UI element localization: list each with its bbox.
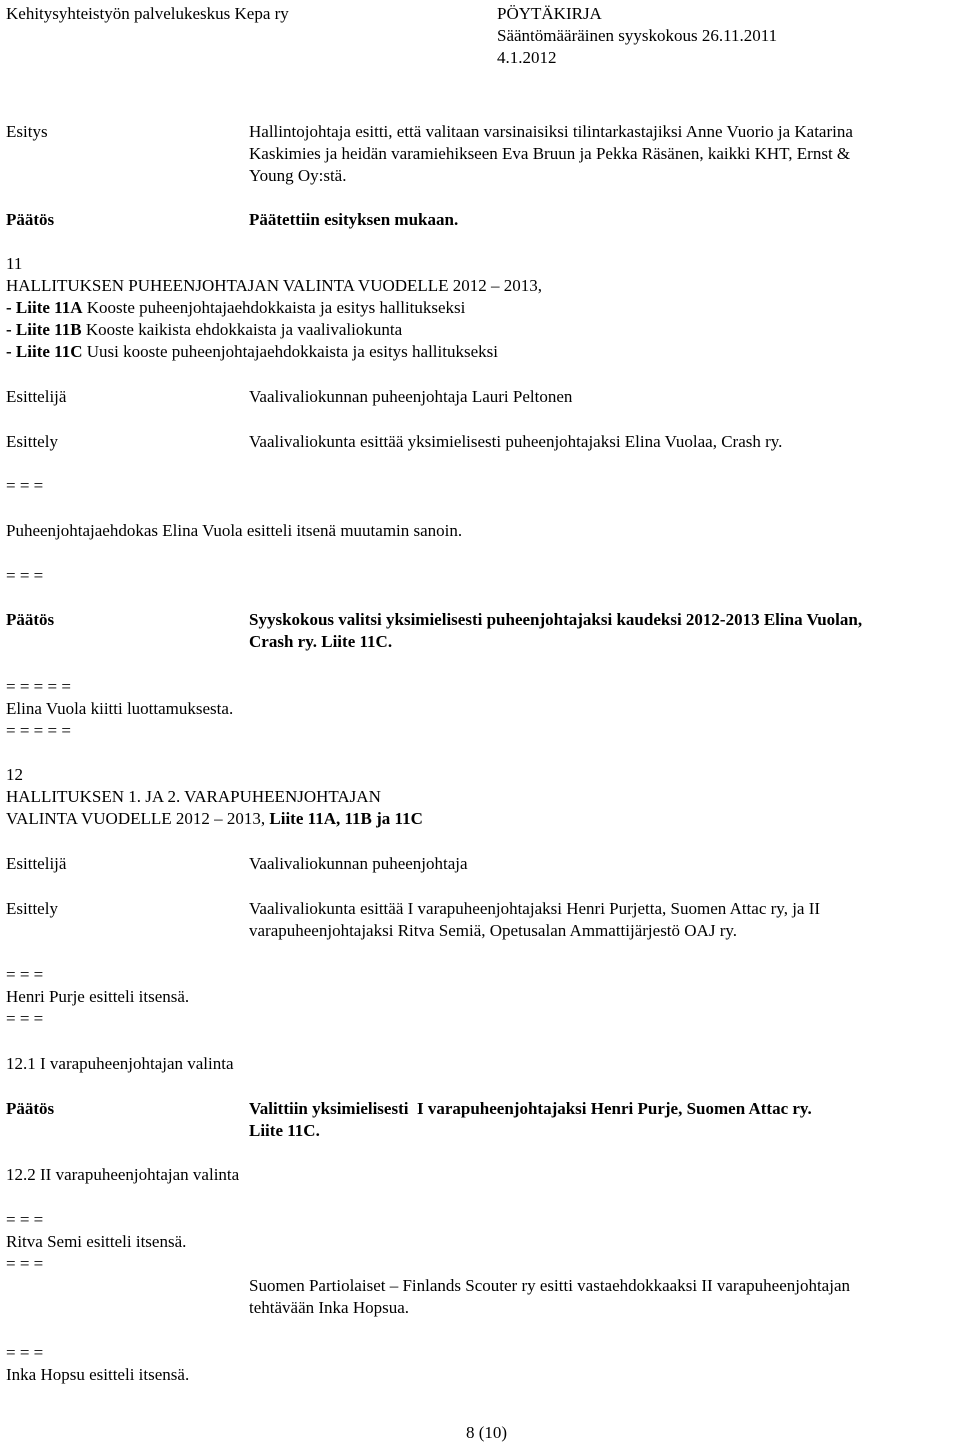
meeting-note: Ritva Semi esitteli itsensä.: [6, 1232, 187, 1251]
separator: = = =: [6, 1343, 44, 1362]
esittely-label: Esittely: [6, 432, 58, 451]
section-number: 11: [6, 254, 23, 273]
paatos-text-line2: Liite 11C.: [249, 1121, 320, 1140]
attachment-text: Kooste kaikista ehdokkaista ja vaalivaliokunta: [81, 320, 403, 339]
section-title-line1: HALLITUKSEN 1. JA 2. VARAPUHEENJOHTAJAN: [6, 787, 381, 806]
paatos-label: Päätös: [6, 210, 55, 229]
paatos-text-line2: Crash ry. Liite 11C.: [249, 632, 393, 651]
organization-name: Kehitysyhteistyön palvelukeskus Kepa ry: [6, 4, 289, 23]
page-number: 8 (10): [466, 1423, 508, 1442]
paatos-text-line1: Valittiin yksimielisesti I varapuheenjohtajaksi Henri Purje, Suomen Attac ry.: [249, 1099, 812, 1118]
separator: = = =: [6, 965, 44, 984]
counter-candidate-line1: Suomen Partiolaiset – Finlands Scouter ry esitti vastaehdokkaaksi II varapuheenjohtajan: [249, 1276, 850, 1295]
meeting-note: Puheenjohtajaehdokas Elina Vuola esitteli itsenä muutamin sanoin.: [6, 521, 463, 540]
meeting-note: Inka Hopsu esitteli itsensä.: [6, 1365, 190, 1384]
section-title-text: VALINTA VUODELLE 2012 – 2013,: [6, 809, 270, 828]
separator: = = = = =: [6, 721, 71, 740]
esittely-text-line1: Vaalivaliokunta esittää I varapuheenjohtajaksi Henri Purjetta, Suomen Attac ry, ja II: [249, 899, 821, 918]
esittely-text: Vaalivaliokunta esittää yksimielisesti puheenjohtajaksi Elina Vuolaa, Crash ry.: [249, 432, 783, 451]
esitys-text-line1: Hallintojohtaja esitti, että valitaan varsinaisiksi tilintarkastajiksi Anne Vuorio ja Katarina: [249, 122, 853, 141]
attachment-line-11c: [6, 341, 498, 363]
counter-candidate-line2: tehtävään Inka Hopsua.: [249, 1298, 410, 1317]
section-number: 12: [6, 765, 23, 784]
attachment-line-11b: [6, 319, 402, 341]
meeting-note: Elina Vuola kiitti luottamuksesta.: [6, 699, 234, 718]
separator: = = =: [6, 1009, 44, 1028]
meeting-title: Sääntömääräinen syyskokous 26.11.2011: [497, 26, 778, 45]
meeting-note: Henri Purje esitteli itsensä.: [6, 987, 190, 1006]
paatos-label: Päätös: [6, 610, 55, 629]
paatos-text-line1: Syyskokous valitsi yksimielisesti puheenjohtajaksi kaudeksi 2012-2013 Elina Vuolan,: [249, 610, 863, 629]
paatos-text: Päätettiin esityksen mukaan.: [249, 210, 459, 229]
attachment-prefix: - Liite 11B: [6, 320, 82, 339]
document-type: PÖYTÄKIRJA: [497, 4, 602, 23]
attachment-text: Uusi kooste puheenjohtajaehdokkaista ja esitys hallitukseksi: [82, 342, 498, 361]
section-title-line2: [6, 808, 423, 830]
attachment-line-11a: [6, 297, 465, 319]
separator: = = =: [6, 566, 44, 585]
esittelija-text: Vaalivaliokunnan puheenjohtaja: [249, 854, 468, 873]
esitys-text-line3: Young Oy:stä.: [249, 166, 347, 185]
section-title-attachments: Liite 11A, 11B ja 11C: [269, 809, 423, 828]
esittely-label: Esittely: [6, 899, 58, 918]
esittely-text-line2: varapuheenjohtajaksi Ritva Semiä, Opetusalan Ammattijärjestö OAJ ry.: [249, 921, 738, 940]
subsection-title: 12.2 II varapuheenjohtajan valinta: [6, 1165, 240, 1184]
esitys-label: Esitys: [6, 122, 48, 141]
separator: = = =: [6, 1210, 44, 1229]
attachment-prefix: - Liite 11A: [6, 298, 83, 317]
separator: = = = = =: [6, 677, 71, 696]
esittelija-label: Esittelijä: [6, 387, 67, 406]
attachment-text: Kooste puheenjohtajaehdokkaista ja esitys hallitukseksi: [82, 298, 466, 317]
separator: = = =: [6, 476, 44, 495]
esitys-text-line2: Kaskimies ja heidän varamiehikseen Eva Bruun ja Pekka Räsänen, kaikki KHT, Ernst &: [249, 144, 851, 163]
esittelija-text: Vaalivaliokunnan puheenjohtaja Lauri Peltonen: [249, 387, 573, 406]
separator: = = =: [6, 1254, 44, 1273]
document-date: 4.1.2012: [497, 48, 557, 67]
subsection-title: 12.1 I varapuheenjohtajan valinta: [6, 1054, 234, 1073]
attachment-prefix: - Liite 11C: [6, 342, 83, 361]
esittelija-label: Esittelijä: [6, 854, 67, 873]
section-title: HALLITUKSEN PUHEENJOHTAJAN VALINTA VUODELLE 2012 – 2013,: [6, 276, 543, 295]
paatos-label: Päätös: [6, 1099, 55, 1118]
